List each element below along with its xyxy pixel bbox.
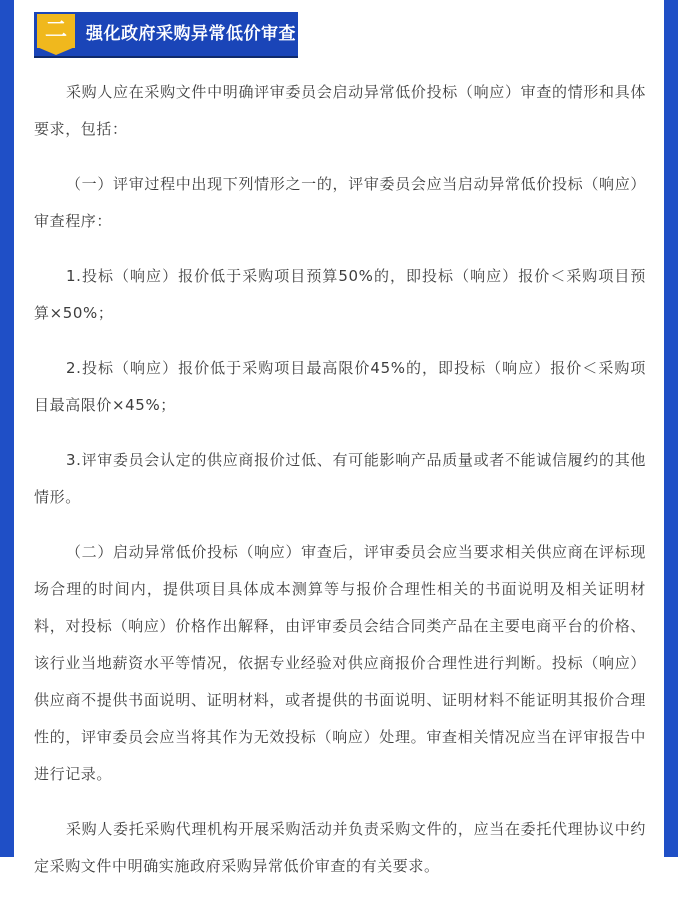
article-body bbox=[34, 74, 646, 903]
paragraph-item-2: （二）启动异常低价投标（响应）审查后，评审委员会应当要求相关供应商在评标现场合理的时间内，提供项目具体成本测算等与报价合理性相关的书面说明及相关证明材料，对投标（响应）价格作出解释，由评审委员会结合同类产品在主要电商平台的价格、该行业当地薪资水平等情况，依据专业经验对供应商报价合理性进行判断。投标（响应）供应商不提供书面说明、证明材料，或者提供的书面说明、证明材料不能证明其报价合理性的，评审委员会应当将其作为无效投标（响应）处理。审查相关情况应当在评审报告中进行记录。 bbox=[34, 543, 646, 783]
left-frame-bar bbox=[0, 0, 14, 857]
paragraph-closing: 采购人委托采购代理机构开展采购活动并负责采购文件的，应当在委托代理协议中约定采购文件中明确实施政府采购异常低价审查的有关要求。 bbox=[34, 820, 646, 875]
paragraph-item-1: （一）评审过程中出现下列情形之一的，评审委员会应当启动异常低价投标（响应）审查程序： bbox=[34, 175, 646, 230]
paragraph-subitem-1: 1.投标（响应）报价低于采购项目预算50%的，即投标（响应）报价＜采购项目预算×50%； bbox=[34, 267, 646, 322]
right-frame-bar bbox=[664, 0, 678, 857]
section-header-underline bbox=[34, 56, 298, 58]
paragraph-subitem-3: 3.评审委员会认定的供应商报价过低、有可能影响产品质量或者不能诚信履约的其他情形。 bbox=[34, 451, 646, 506]
paragraph-intro: 采购人应在采购文件中明确评审委员会启动异常低价投标（响应）审查的情形和具体要求，包括： bbox=[34, 83, 646, 138]
section-number: 二 bbox=[44, 18, 67, 43]
paragraph-subitem-2: 2.投标（响应）报价低于采购项目最高限价45%的，即投标（响应）报价＜采购项目最高限价×45%； bbox=[34, 359, 646, 414]
badge-tail bbox=[37, 47, 75, 55]
section-number-badge bbox=[37, 14, 75, 54]
section-header bbox=[34, 12, 298, 58]
section-title: 强化政府采购异常低价审查 bbox=[86, 24, 296, 44]
